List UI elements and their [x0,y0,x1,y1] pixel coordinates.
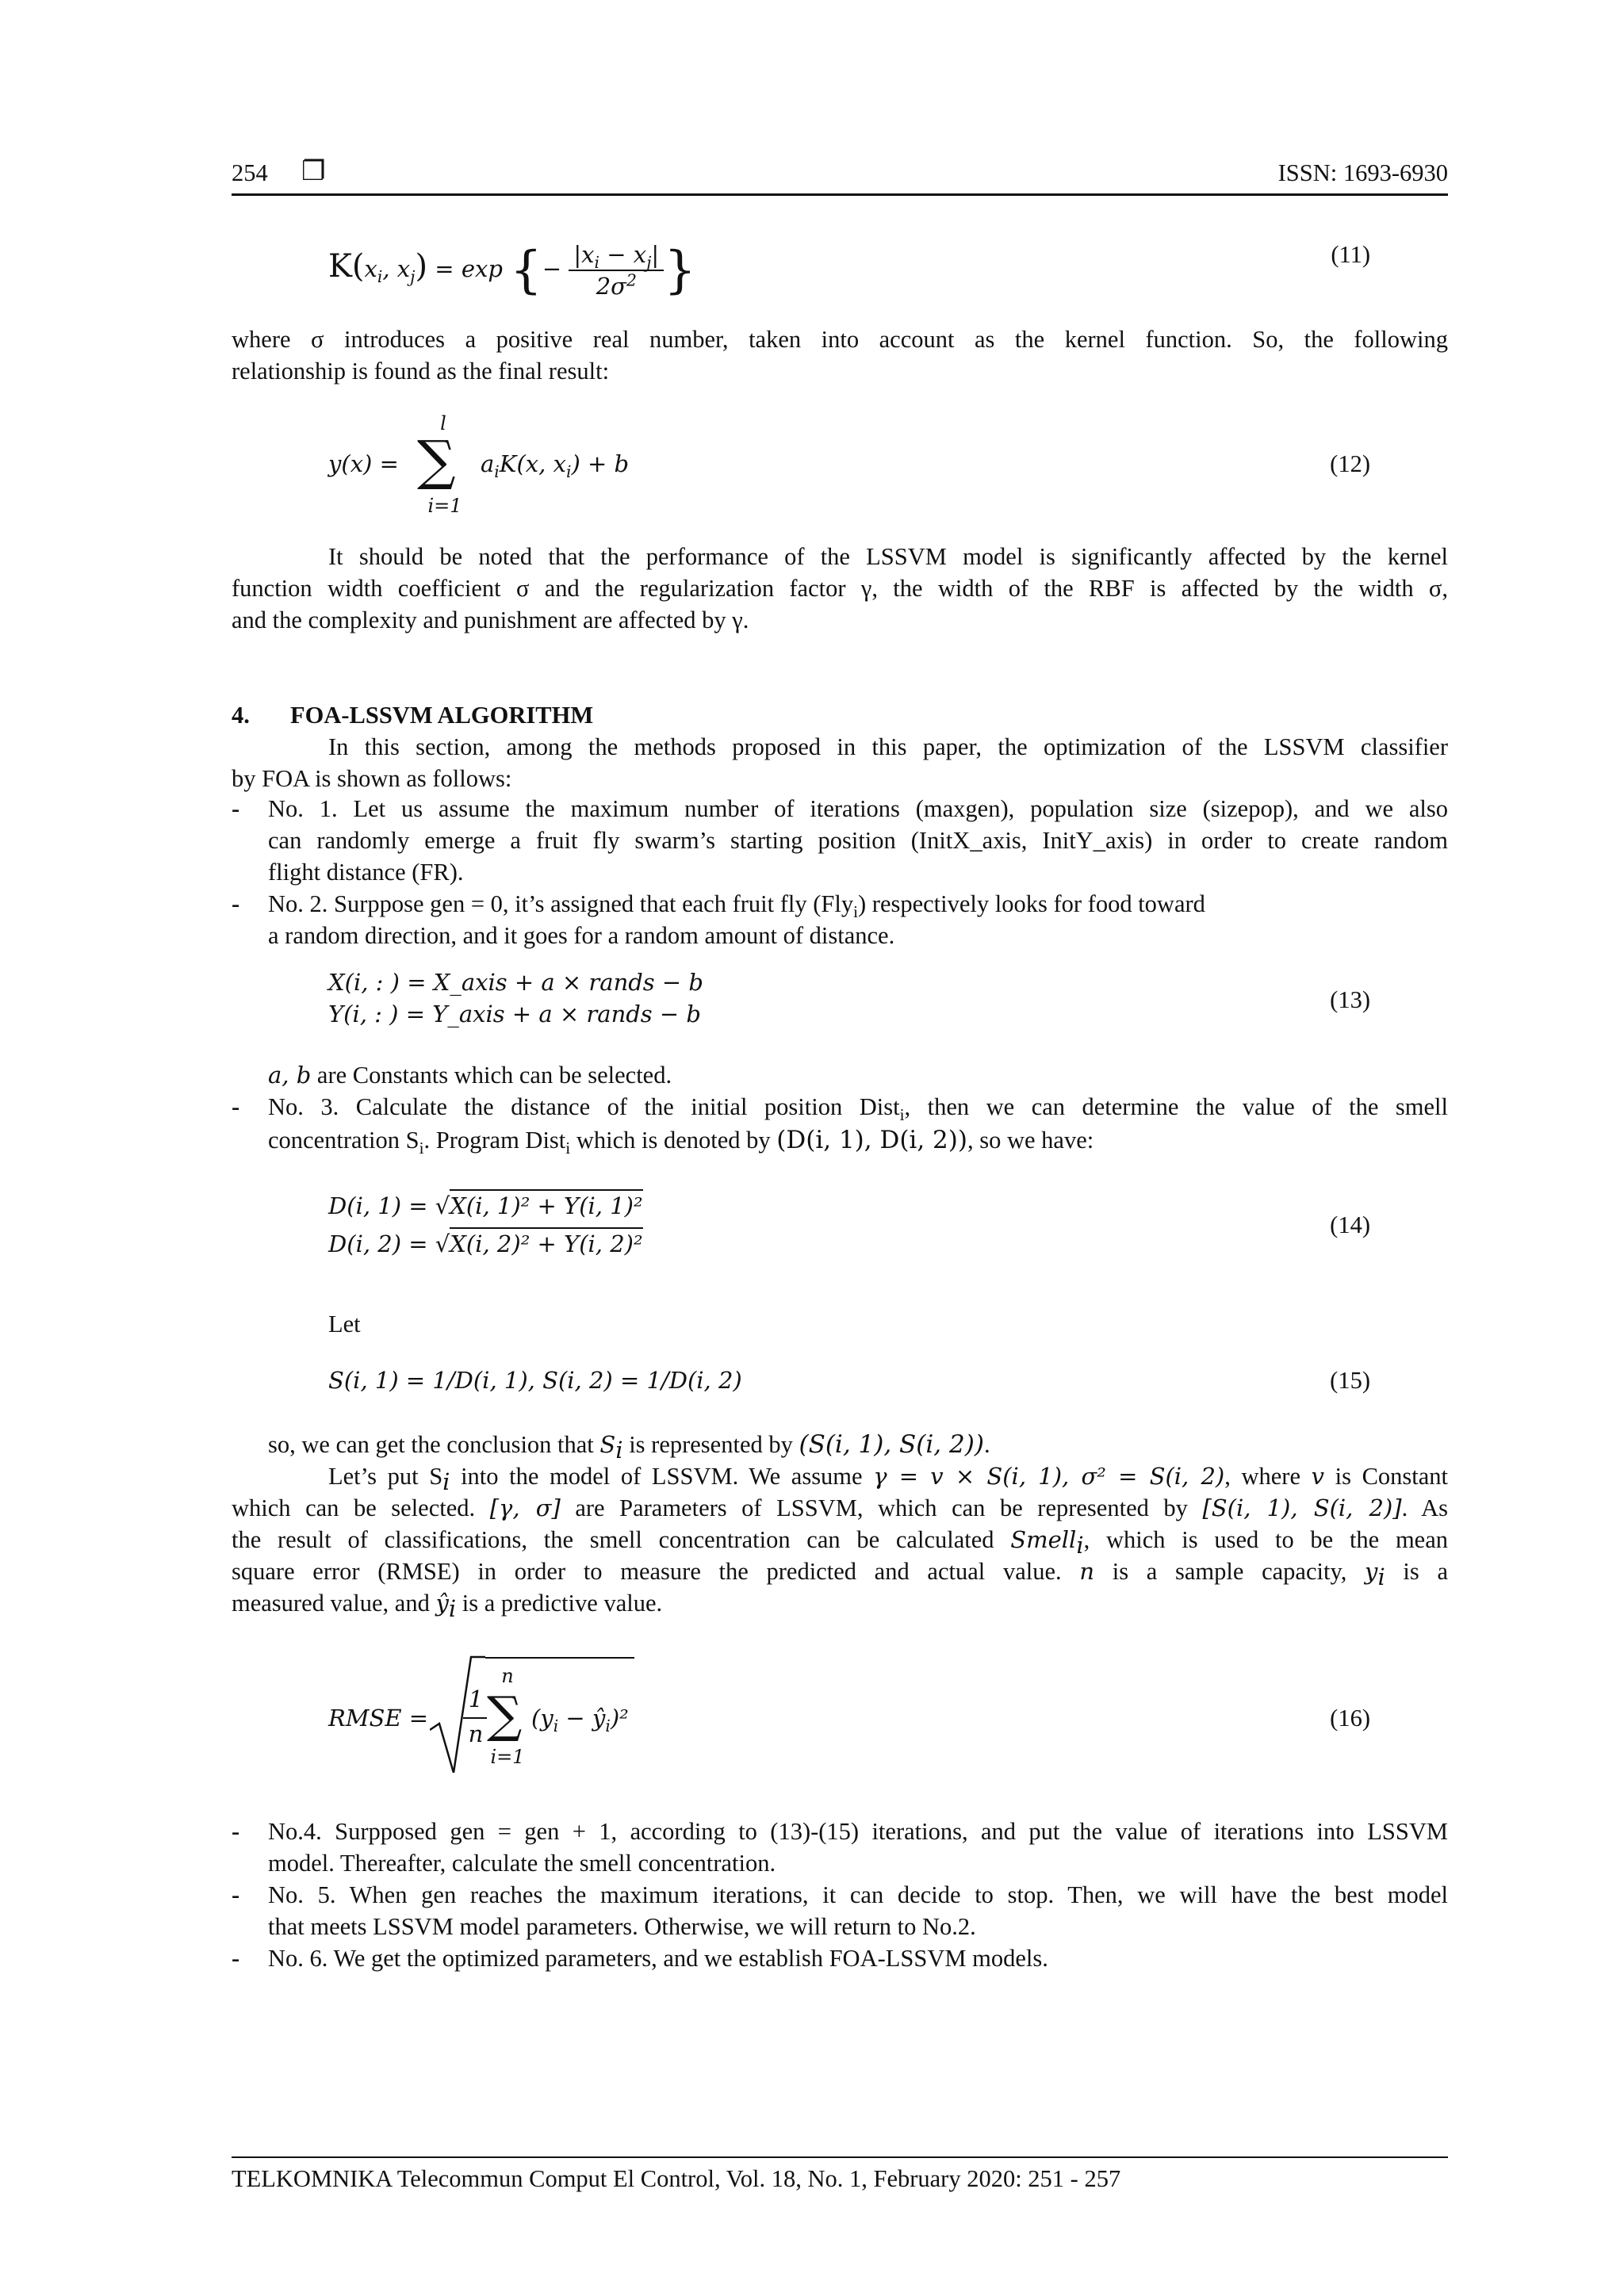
para-lets-line5: measured value, and $ŷ_i$ is a predictive value. [232,1590,663,1623]
bullet: - [232,1818,240,1845]
para-sigma-line2: relationship is found as the final result: [232,358,610,385]
step-4 [232,1816,1448,1879]
para-perf-line2: function width coefficient σ and the regularization factor γ, the width of the RBF is affected by the width σ, [232,575,1448,602]
step1-line1: No. 1. Let us assume the maximum number of iterations (maxgen), population size (sizepop), and we also [268,795,1448,822]
equation-13 [328,969,1370,1040]
footer-text: TELKOMNIKA Telecommun Comput El Control, Vol. 18, No. 1, February 2020: 251 - 257 [232,2165,1121,2192]
step1-line3: flight distance (FR). [268,859,464,886]
bullet: - [232,1093,240,1120]
para-sigma-line1: where σ introduces a positive real number, taken into account as the kernel function. So, the following [232,326,1448,353]
para-perf-line3: and the complexity and punishment are affected by γ. [232,607,749,633]
bullet: - [232,1881,240,1908]
sum-icon: ∑ [417,430,456,492]
eq14-number: (14) [1330,1211,1370,1238]
step-1 [232,793,1448,888]
para-lets-line2: which can be selected. [γ, σ] are Parameters of LSSVM, which can be represented by [S(i, 1), S(i, 2)]. As [232,1494,1448,1521]
eq13-row1: X(i, : ) = X_axis + a × rands − b [328,969,703,996]
let-label: Let [328,1311,361,1337]
equation-15 [328,1367,1370,1402]
section-number: 4. [232,702,250,729]
page-number: 254 [232,159,268,186]
eq16-frac-den: n [468,1720,484,1747]
eq15-number: (15) [1330,1367,1370,1394]
constants-line: a, b are Constants which can be selected. [268,1062,672,1089]
eq12-lower: i=1 [427,495,462,517]
footer-rule [232,2156,1448,2158]
equation-12 [328,412,1370,523]
para-lets-line4: square error (RMSE) in order to measure the predicted and actual value. n is a sample capacity, $y_i$ is a [232,1558,1449,1591]
step3-line2: concentration $S_i$. Program Dist$_i$ which is denoted by (D(i, 1), D(i, 2)), so we have: [268,1126,1094,1158]
step5-line2: that meets LSSVM model parameters. Otherwise, we will return to No.2. [268,1913,976,1940]
eq16-body: ($y_i$ − $ŷ_i)^2$ [531,1705,629,1735]
eq16-upper: n [501,1665,514,1687]
bullet: - [232,890,240,917]
eq12-number: (12) [1330,450,1370,477]
step-2 [232,888,1448,951]
step-3 [232,1091,1448,1162]
eq12-lhs: y(x) = [328,450,399,477]
eq16-number: (16) [1330,1705,1370,1732]
header-rule [232,193,1448,196]
step-5 [232,1879,1448,1942]
eq16-frac-bar [463,1717,487,1719]
equation-11 [328,216,1370,300]
eq11-lhs: $K(x_i$, $x_j) = \exp$ {− $\frac{|x_i - x_j|}{2\sigma^2}$ } [328,241,696,300]
eq14-row2: D(i, 2) = √X(i, 2)² + Y(i, 2)² [328,1230,643,1257]
para-lets-line1: Let’s put $S_i$ into the model of LSSVM. We assume γ = v × S(i, 1), σ² = S(i, 2), where v is Constant [328,1463,1449,1496]
section-title: FOA-LSSVM ALGORITHM [290,702,594,729]
eq12-body: $a_iK(x$, $x_i) + b$ [481,450,630,481]
eq12-upper: l [440,412,446,434]
step4-line1: No.4. Surpposed gen = gen + 1, according to (13)-(15) iterations, and put the value of iterations into LSSVM [268,1818,1448,1845]
radical-icon [430,1654,485,1773]
step-6 [232,1942,1448,1974]
sum-icon: ∑ [487,1686,523,1743]
bullet: - [232,1945,240,1972]
para-lets-line3: the result of classifications, the smell concentration can be calculated Smell$_i$, which is used to be the mean [232,1526,1448,1559]
eq15-body: S(i, 1) = 1/D(i, 1), S(i, 2) = 1/D(i, 2) [328,1367,742,1394]
equation-14 [328,1189,1370,1276]
step4-line2: model. Thereafter, calculate the smell concentration. [268,1850,776,1877]
step5-line1: No. 5. When gen reaches the maximum iterations, it can decide to stop. Then, we will have the best model [268,1881,1448,1908]
para-perf-line1: It should be noted that the performance of the LSSVM model is significantly affected by the kernel [328,543,1448,570]
step2-line2: a random direction, and it goes for a random amount of distance. [268,922,895,949]
eq14-row1: D(i, 1) = √X(i, 1)² + Y(i, 1)² [328,1192,643,1219]
step1-line2: can randomly emerge a fruit fly swarm’s starting position (InitX_axis, InitY_axis) in order to create random [268,827,1448,854]
box-icon: ❐ [301,155,326,187]
eq13-number: (13) [1330,986,1370,1013]
eq13-row2: Y(i, : ) = Y_axis + a × rands − b [328,1001,701,1027]
para-so: so, we can get the conclusion that $S_i$ is represented by (S(i, 1), S(i, 2)). [268,1430,990,1464]
para-intro-line2: by FOA is shown as follows: [232,765,512,792]
eq16-frac-num: 1 [468,1686,484,1712]
eq16-lower: i=1 [490,1746,525,1768]
radical-bar [485,1657,634,1659]
step2-line1: No. 2. Surppose gen = 0, it’s assigned that each fruit fly (Fly$_i$) respectively looks for food toward [268,890,1205,922]
step6-line1: No. 6. We get the optimized parameters, and we establish FOA-LSSVM models. [268,1945,1048,1972]
eq11-number: (11) [1331,241,1370,268]
step3-line1: No. 3. Calculate the distance of the initial position Dist$_i$, then we can determine the value of the smell [268,1093,1448,1125]
para-intro-line1: In this section, among the methods proposed in this paper, the optimization of the LSSVM classifier [328,733,1448,760]
equation-16 [328,1654,1370,1793]
eq16-lhs: RMSE = [328,1705,429,1732]
bullet: - [232,795,240,822]
issn: ISSN: 1693-6930 [1277,159,1448,186]
